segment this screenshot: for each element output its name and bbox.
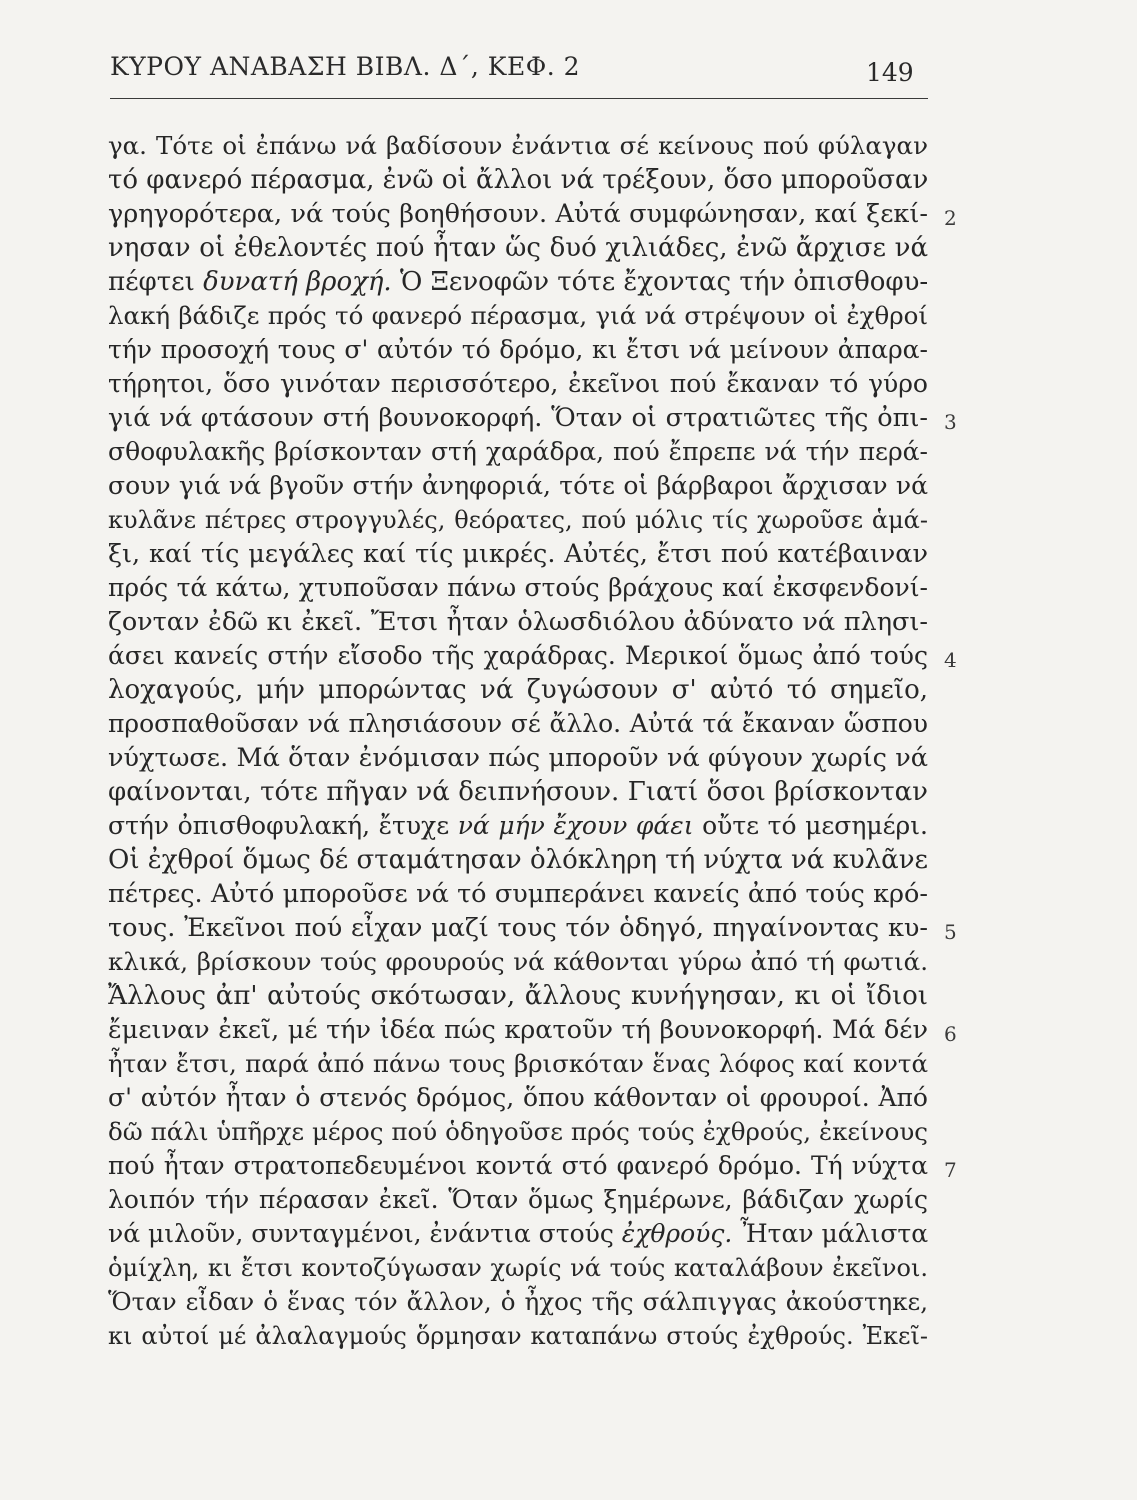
- text-line: σουν γιά νά βγοῦν στήν ἀνηφοριά, τότε οἱ βάρβαροι ἄρχισαν νά: [108, 471, 928, 500]
- text-line: κλικά, βρίσκουν τούς φρουρούς νά κάθονται γύρω ἀπό τή φωτιά.: [108, 947, 928, 976]
- text-line: γα. Τότε οἱ ἐπάνω νά βαδίσουν ἐνάντια σέ κείνους πού φύλαγαν: [108, 131, 928, 160]
- text-line: νησαν οἱ ἐθελοντές πού ἦταν ὥς δυό χιλιάδες, ἐνῶ ἄρχισε νά: [108, 233, 928, 263]
- text-line: τους. Ἐκεῖνοι πού εἶχαν μαζί τους τόν ὁδηγό, πηγαίνοντας κυ-: [108, 913, 928, 943]
- section-number: 6: [944, 1022, 957, 1046]
- text-line: γιά νά φτάσουν στή βουνοκορφή. Ὅταν οἱ στρατιῶτες τῆς ὀπι-: [108, 403, 928, 433]
- text-line: πού ἦταν στρατοπεδευμένοι κοντά στό φανερό δρόμο. Τή νύχτα: [108, 1151, 928, 1180]
- italic-phrase: νά μήν ἔχουν φάει: [457, 811, 694, 840]
- text-line: πέφτει δυνατή βροχή. Ὁ Ξενοφῶν τότε ἔχοντας τήν ὀπισθοφυ-: [108, 267, 929, 297]
- running-head: ΚΥΡΟΥ ΑΝΑΒΑΣΗ ΒΙΒΛ. Δ΄, ΚΕΦ. 2: [110, 52, 581, 81]
- italic-phrase: ἐχθρούς.: [621, 1219, 733, 1248]
- header-rule: [110, 98, 928, 99]
- text-line: τό φανερό πέρασμα, ἐνῶ οἱ ἄλλοι νά τρέξουν, ὅσο μποροῦσαν: [108, 165, 929, 195]
- section-number: 7: [944, 1158, 957, 1182]
- text-line: νά μιλοῦν, συνταγμένοι, ἐνάντια στούς ἐχθρούς. Ἦταν μάλιστα: [108, 1219, 929, 1248]
- text-line: στήν ὀπισθοφυλακή, ἔτυχε νά μήν ἔχουν φάει οὔτε τό μεσημέρι.: [108, 811, 928, 840]
- text-line: γρηγορότερα, νά τούς βοηθήσουν. Αὐτά συμφώνησαν, καί ξεκί-: [108, 199, 928, 229]
- text-line: προσπαθοῦσαν νά πλησιάσουν σέ ἄλλο. Αὐτά τά ἔκαναν ὥσπου: [108, 709, 928, 738]
- italic-phrase: δυνατή βροχή.: [203, 267, 392, 297]
- text-line: ἔμειναν ἐκεῖ, μέ τήν ἰδέα πώς κρατοῦν τή βουνοκορφή. Μά δέν: [108, 1015, 928, 1045]
- text-line: ξι, καί τίς μεγάλες καί τίς μικρές. Αὐτές, ἔτσι πού κατέβαιναν: [108, 539, 928, 569]
- text-line: ἦταν ἔτσι, παρά ἀπό πάνω τους βρισκόταν ἕνας λόφος καί κοντά: [108, 1049, 928, 1078]
- text-line: σ' αὐτόν ἦταν ὁ στενός δρόμος, ὅπου κάθονταν οἱ φρουροί. Ἀπό: [108, 1083, 928, 1112]
- text-line: τήρητοι, ὅσο γινόταν περισσότερο, ἐκεῖνοι πού ἔκαναν τό γύρο: [108, 369, 928, 398]
- text-line: ὁμίχλη, κι ἔτσι κοντοζύγωσαν χωρίς νά τούς καταλάβουν ἐκεῖνοι.: [108, 1254, 928, 1282]
- text-line: ζονταν ἐδῶ κι ἐκεῖ. Ἔτσι ἦταν ὁλωσδιόλου ἀδύνατο νά πλησι-: [108, 607, 928, 637]
- section-number: 2: [944, 206, 957, 230]
- text-line: φαίνονται, τότε πῆγαν νά δειπνήσουν. Γιατί ὅσοι βρίσκονταν: [108, 777, 928, 807]
- text-line: πέτρες. Αὐτό μποροῦσε νά τό συμπεράνει κανείς ἀπό τούς κρό-: [108, 879, 928, 909]
- text-line: άσει κανείς στήν εἴσοδο τῆς χαράδρας. Μερικοί ὅμως ἀπό τούς: [108, 641, 928, 670]
- text-line: τήν προσοχή τους σ' αὐτόν τό δρόμο, κι ἔτσι νά μείνουν ἀπαρα-: [108, 335, 928, 364]
- text-line: δῶ πάλι ὑπῆρχε μέρος πού ὁδηγοῦσε πρός τούς ἐχθρούς, ἐκείνους: [108, 1117, 928, 1146]
- text-line: κι αὐτοί μέ ἀλαλαγμούς ὅρμησαν καταπάνω στούς ἐχθρούς. Ἐκεῖ-: [108, 1322, 928, 1350]
- section-number: 4: [944, 648, 957, 672]
- text-line: Οἱ ἐχθροί ὅμως δέ σταμάτησαν ὁλόκληρη τή νύχτα νά κυλᾶνε: [108, 845, 928, 875]
- text-line: Ἄλλους ἀπ' αὐτούς σκότωσαν, ἄλλους κυνήγησαν, κι οἱ ἴδιοι: [108, 981, 928, 1011]
- section-number: 5: [944, 920, 957, 944]
- text-line: πρός τά κάτω, χτυποῦσαν πάνω στούς βράχους καί ἐκσφενδονί-: [108, 573, 928, 602]
- text-line: λοιπόν τήν πέρασαν ἐκεῖ. Ὅταν ὅμως ξημέρωνε, βάδιζαν χωρίς: [108, 1185, 928, 1214]
- text-line: νύχτωσε. Μά ὅταν ἐνόμισαν πώς μποροῦν νά φύγουν χωρίς νά: [108, 743, 928, 773]
- text-line: κυλᾶνε πέτρες στρογγυλές, θεόρατες, πού μόλις τίς χωροῦσε ἁμά-: [108, 506, 928, 534]
- text-line: Ὅταν εἶδαν ὁ ἕνας τόν ἄλλον, ὁ ἦχος τῆς σάλπιγγας ἀκούστηκε,: [108, 1287, 928, 1316]
- text-line: σθοφυλακῆς βρίσκονταν στή χαράδρα, πού ἔπρεπε νά τήν περά-: [108, 437, 928, 466]
- page-number: 149: [866, 58, 914, 87]
- text-line: λακή βάδιζε πρός τό φανερό πέρασμα, γιά νά στρέψουν οἱ ἐχθροί: [108, 301, 928, 330]
- text-line: λοχαγούς, μήν μπορώντας νά ζυγώσουν σ' αὐτό τό σημεῖο,: [108, 675, 928, 705]
- section-number: 3: [944, 410, 957, 434]
